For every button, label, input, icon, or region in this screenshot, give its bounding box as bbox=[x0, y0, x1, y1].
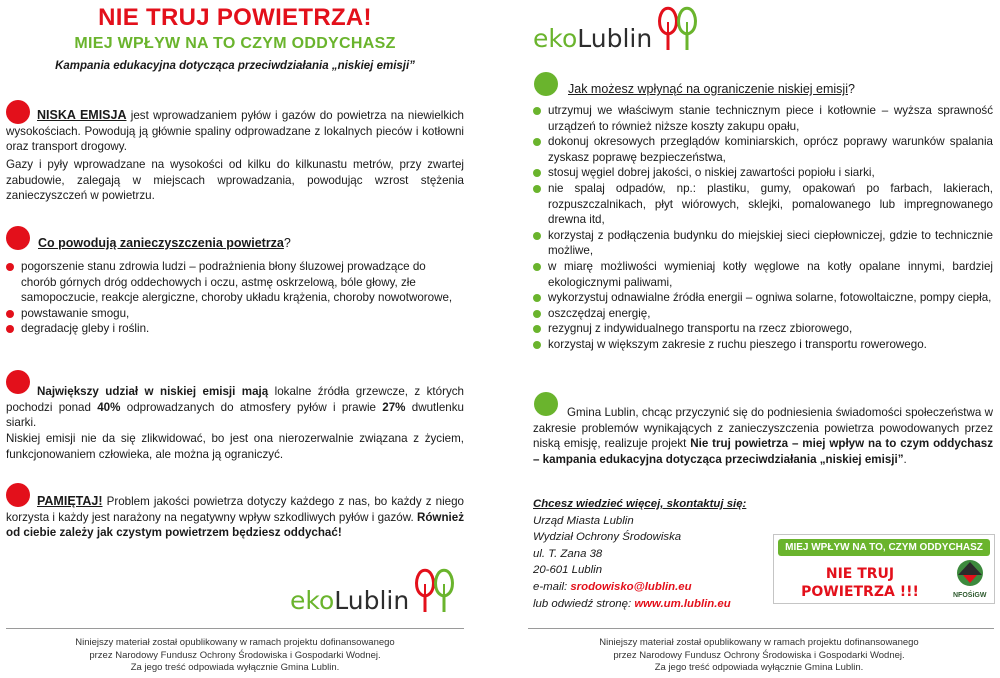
how-to-heading: Jak możesz wpłynąć na ograniczenie niskiej emisji bbox=[568, 82, 848, 96]
eko-lublin-logo: eko Lublin bbox=[533, 4, 700, 54]
footer-note: Niniejszy materiał został opublikowany w ramach projektu dofinansowanego przez Narodowy Fundusz Ochrony Środowiska i Gospodarki Wodnej. Za jego treść odpowiada wyłącznie Gmina Lublin. bbox=[599, 637, 919, 673]
niska-emisja-heading: NISKA EMISJA bbox=[37, 108, 127, 122]
question-mark: ? bbox=[847, 82, 855, 96]
zanieczyszczenia-heading: Co powodują zanieczyszczenia powietrza bbox=[38, 236, 284, 250]
main-title: NIE TRUJ POWIETRZA! bbox=[98, 4, 372, 31]
how-to-heading-line bbox=[568, 82, 988, 98]
footer-divider bbox=[528, 628, 994, 629]
list-item: dokonuj okresowych przeglądów kominiarskich, oprócz poprawy warunków spalania zyskasz poprawę bezpieczeństwa, bbox=[533, 134, 993, 165]
list-item: stosuj węgiel dobrej jakości, o niskiej zawartości popiołu i siarki, bbox=[533, 165, 993, 181]
niska-emisja-paragraph bbox=[6, 108, 464, 155]
green-bullet-icon bbox=[533, 169, 541, 177]
list-item: powstawanie smogu, bbox=[6, 306, 462, 322]
list-item: oszczędzaj energię, bbox=[533, 306, 993, 322]
remember-heading: PAMIĘTAJ! bbox=[37, 494, 103, 508]
footer-note: Niniejszy materiał został opublikowany w ramach projektu dofinansowanego przez Narodowy Fundusz Ochrony Środowiska i Gospodarki Wodnej. Za jego treść odpowiada wyłącznie Gmina Lublin. bbox=[75, 637, 395, 673]
badge-top-label: MIEJ WPŁYW NA TO, CZYM ODDYCHASZ bbox=[778, 539, 990, 556]
list-item: wykorzystuj odnawialne źródła energii – ogniwa solarne, fotowoltaiczne, pompy ciepła, bbox=[533, 290, 993, 306]
green-bullet-icon bbox=[533, 107, 541, 115]
email-link[interactable]: srodowisko@lublin.eu bbox=[570, 580, 692, 593]
list-item: korzystaj w większym zakresie z ruchu pieszego i transportu rowerowego. bbox=[533, 337, 993, 353]
list-item: korzystaj z podłączenia budynku do miejskiej sieci ciepłowniczej, gdzie to technicznie możliwe, bbox=[533, 228, 993, 259]
list-item: w miarę możliwości wymieniaj kotły węglowe na kotły opalane innymi, bardziej ekologicznymi paliwami, bbox=[533, 259, 993, 290]
list-item: utrzymuj we właściwym stanie technicznym piece i kotłownie – wyższa sprawność urządzeń to również niższe koszty zakupu opału, bbox=[533, 103, 993, 134]
footer-divider bbox=[6, 628, 464, 629]
red-dot-icon bbox=[6, 226, 30, 250]
niska-emisja-text: jest wprowadzaniem pyłów i gazów do powietrza na niewielkich wysokościach. Powodują ją głównie spaliny odprowadzane z lokalnych pieców i kotłowni oraz transport drogowy. bbox=[6, 109, 464, 154]
contact-heading: Chcesz wiedzieć więcej, skontaktuj się: bbox=[533, 498, 747, 510]
red-bullet-icon bbox=[6, 310, 14, 318]
remember-paragraph: PAMIĘTAJ! Problem jakości powietrza dotyczy każdego z nas, bo każdy z niego korzysta i każdy jest narażony na negatywny wpływ szkodliwych pyłów i gazów. Również od ciebie zależy jak czystym powietrzem będziesz oddychać! bbox=[6, 494, 464, 540]
badge-main-label: NIE TRUJ POWIETRZA !!! bbox=[801, 566, 919, 600]
actions-list bbox=[533, 103, 993, 353]
green-bullet-icon bbox=[533, 138, 541, 146]
effects-list bbox=[6, 259, 462, 337]
nfosigw-label: NFOŚiGW bbox=[953, 592, 987, 599]
sources-paragraph: Największy udział w niskiej emisji mają lokalne źródła grzewcze, z których pochodzi ponad 40% odprowadzanych do atmosfery pyłów i prawie 27% dwutlenku siarki. bbox=[6, 385, 464, 430]
niska-emisja-text-2: Gazy i pyły wprowadzane na wysokości od kilku do kilkunastu metrów, przy zwartej zabudowie, zalegają w miejscach wprowadzania, powodując wzrost stężenia zanieczyszczeń w powietrzu. bbox=[6, 158, 464, 203]
list-item: nie spalaj odpadów, np.: plastiku, gumy, opakowań po farbach, lakierach, rozpuszczalnikach, płyt wiórowych, sklejki, pomalowanego lub impregnowanego drewna itd, bbox=[533, 181, 993, 228]
eko-lublin-logo: eko Lublin bbox=[290, 566, 457, 616]
list-item: rezygnuj z indywidualnego transportu na rzecz zbiorowego, bbox=[533, 321, 993, 337]
list-item: degradację gleby i roślin. bbox=[6, 321, 462, 337]
green-bullet-icon bbox=[533, 263, 541, 271]
red-bullet-icon bbox=[6, 325, 14, 333]
green-bullet-icon bbox=[533, 185, 541, 193]
green-bullet-icon bbox=[533, 310, 541, 318]
contact-block: Chcesz wiedzieć więcej, skontaktuj się: Urząd Miasta Lublin Wydział Ochrony Środowiska ul. T. Zana 38 20-601 Lublin e-mail: srodowisko@lublin.eu lub odwiedź stronę: www.um.lublin.eu bbox=[533, 498, 747, 610]
campaign-badge bbox=[773, 534, 995, 604]
main-subtitle: MIEJ WPŁYW NA TO CZYM ODDYCHASZ bbox=[74, 35, 396, 52]
zanieczyszczenia-heading-line bbox=[38, 236, 458, 252]
nfosigw-logo-icon bbox=[952, 557, 988, 587]
tree-logo-icon bbox=[413, 566, 457, 614]
list-item: pogorszenie stanu zdrowia ludzi – podrażnienia błony śluzowej prowadzące do chorób górnych dróg oddechowych i oczu, astmę oskrzelową, bóle głowy, złe samopoczucie, reakcje alergiczne, choroby układu krążenia, choroby nowotworowe, bbox=[6, 259, 462, 306]
campaign-caption: Kampania edukacyjna dotycząca przeciwdziałania „niskiej emisji” bbox=[55, 60, 415, 72]
left-page bbox=[0, 0, 470, 678]
green-bullet-icon bbox=[533, 294, 541, 302]
green-bullet-icon bbox=[533, 232, 541, 240]
green-dot-icon bbox=[534, 72, 558, 96]
right-page bbox=[520, 0, 998, 678]
green-bullet-icon bbox=[533, 341, 541, 349]
sources-paragraph-2: Niskiej emisji nie da się zlikwidować, bo jest ona nierozerwalnie związana z życiem, funkcjonowaniem człowieka, ale można ją ograniczyć. bbox=[6, 432, 464, 461]
tree-logo-icon bbox=[656, 4, 700, 52]
green-bullet-icon bbox=[533, 325, 541, 333]
question-mark: ? bbox=[283, 236, 291, 250]
red-bullet-icon bbox=[6, 263, 14, 271]
project-paragraph: Gmina Lublin, chcąc przyczynić się do podniesienia świadomości społeczeństwa w zakresie problemów wynikających z zanieczyszczenia powietrza powodowanych przez niską emisję, realizuje projekt Nie truj powietrza – miej wpływ na to czym oddychasz – kampania edukacyjna dotycząca przeciwdziałania „niskiej emisji”. bbox=[533, 406, 993, 466]
website-link[interactable]: www.um.lublin.eu bbox=[634, 597, 731, 610]
